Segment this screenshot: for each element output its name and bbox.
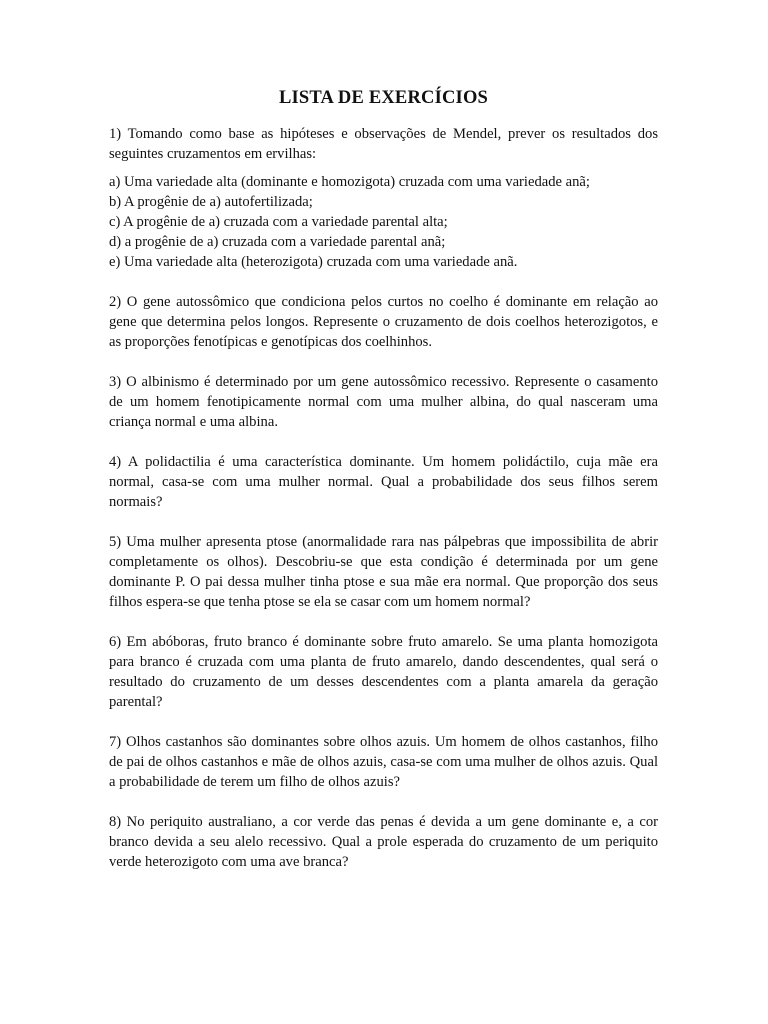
document-page <box>109 86 658 892</box>
page-title: LISTA DE EXERCÍCIOS <box>278 88 489 108</box>
question-1-item-d: d) a progênie de a) cruzada com a variedade parental anã; <box>109 234 446 250</box>
question-6: 6) Em abóboras, fruto branco é dominante sobre fruto amarelo. Se uma planta homozigota para branco é cruzada com uma planta de fruto amarelo, dando descendentes, qual será o resultado do cruzamento de um desses descendentes com a planta amarela da geração parental? <box>109 634 658 710</box>
question-1: 1) Tomando como base as hipóteses e observações de Mendel, prever os resultados dos seguintes cruzamentos em ervilhas: <box>109 126 658 162</box>
question-2: 2) O gene autossômico que condiciona pelos curtos no coelho é dominante em relação ao gene que determina pelos longos. Represente o cruzamento de dois coelhos heterozigotos, e as proporções fenotípicas e genotípicas dos coelhinhos. <box>109 294 658 350</box>
question-7: 7) Olhos castanhos são dominantes sobre olhos azuis. Um homem de olhos castanhos, filho de pai de olhos castanhos e mãe de olhos azuis, casa-se com uma mulher de olhos azuis. Qual a probabilidade de terem um filho de olhos azuis? <box>109 734 658 790</box>
question-1-items <box>109 172 658 272</box>
question-8: 8) No periquito australiano, a cor verde das penas é devida a um gene dominante e, a cor branco devida a seu alelo recessivo. Qual a prole esperada do cruzamento de um periquito verde heterozigoto com uma ave branca? <box>109 814 658 870</box>
question-1-item-c: c) A progênie de a) cruzada com a variedade parental alta; <box>109 214 448 230</box>
question-5: 5) Uma mulher apresenta ptose (anormalidade rara nas pálpebras que impossibilita de abrir completamente os olhos). Descobriu-se que esta condição é determinada por um gene dominante P. O pai dessa mulher tinha ptose e sua mãe era normal. Que proporção dos seus filhos espera-se que tenha ptose se ela se casar com um homem normal? <box>109 534 658 610</box>
question-1-item-a: a) Uma variedade alta (dominante e homozigota) cruzada com uma variedade anã; <box>109 174 590 190</box>
question-1-item-e: e) Uma variedade alta (heterozigota) cruzada com uma variedade anã. <box>109 254 518 270</box>
question-4: 4) A polidactilia é uma característica dominante. Um homem polidáctilo, cuja mãe era normal, casa-se com uma mulher normal. Qual a probabilidade dos seus filhos serem normais? <box>109 454 658 510</box>
question-3: 3) O albinismo é determinado por um gene autossômico recessivo. Represente o casamento de um homem fenotipicamente normal com uma mulher albina, do qual nasceram uma criança normal e uma albina. <box>109 374 658 430</box>
question-1-item-b: b) A progênie de a) autofertilizada; <box>109 194 313 210</box>
